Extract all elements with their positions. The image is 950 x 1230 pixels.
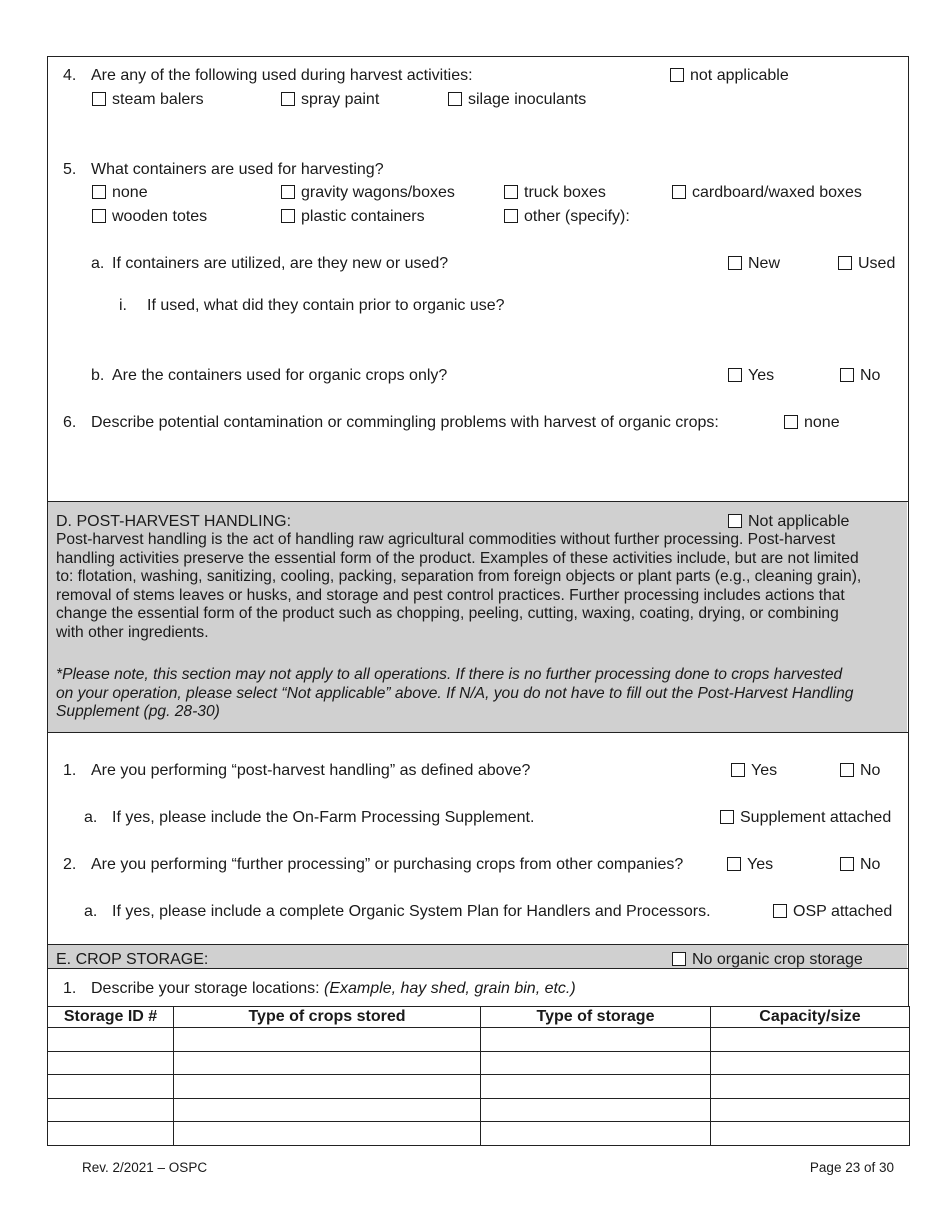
q5-option-gravity-wagons[interactable]: gravity wagons/boxes [281,183,455,202]
table-cell[interactable] [711,1028,910,1052]
q5i-label: i. [119,297,127,314]
table-cell[interactable] [48,1122,174,1146]
table-cell[interactable] [48,1098,174,1122]
d-q2-option-yes[interactable]: Yes [727,855,773,874]
d-q2-number: 2. [63,856,77,873]
q5a-option-new[interactable]: New [728,254,780,273]
column-header-storage-id: Storage ID # [48,1007,174,1028]
note-line: Supplement (pg. 28-30) [56,703,220,721]
checkbox-icon[interactable] [773,904,787,918]
column-header-capacity: Capacity/size [711,1007,910,1028]
table-cell[interactable] [174,1122,481,1146]
table-cell[interactable] [174,1051,481,1075]
checkbox-icon[interactable] [728,514,742,528]
q5-option-wooden-totes[interactable]: wooden totes [92,207,207,226]
d-q2a-osp-attached[interactable]: OSP attached [773,902,892,921]
section-d-description [56,531,901,643]
table-row [48,1075,910,1099]
table-cell[interactable] [48,1075,174,1099]
note-line: *Please note, this section may not apply to all operations. If there is no further processing done to crops harvested [56,666,843,683]
checkbox-icon[interactable] [840,763,854,777]
q5b-option-no[interactable]: No [840,366,880,385]
q5-option-cardboard-boxes[interactable]: cardboard/waxed boxes [672,183,862,202]
footer-revision: Rev. 2/2021 – OSPC [82,1160,208,1175]
q5a-text: If containers are utilized, are they new or used? [112,255,449,272]
q5a-label: a. [91,255,105,272]
checkbox-icon[interactable] [504,185,518,199]
q5b-option-yes[interactable]: Yes [728,366,774,385]
section-d-note [56,666,901,722]
table-row [48,1028,910,1052]
q5a-option-used[interactable]: Used [838,254,895,273]
q5-option-none[interactable]: none [92,183,148,202]
table-cell[interactable] [711,1122,910,1146]
table-cell[interactable] [48,1028,174,1052]
table-cell[interactable] [481,1098,711,1122]
e-q1-number: 1. [63,980,77,997]
column-header-crops-stored: Type of crops stored [174,1007,481,1028]
table-cell[interactable] [711,1098,910,1122]
checkbox-icon[interactable] [728,256,742,270]
q5b-label: b. [91,367,105,384]
checkbox-icon[interactable] [504,209,518,223]
checkbox-icon[interactable] [92,185,106,199]
q4-text: Are any of the following used during harvest activities: [91,67,473,84]
d-q1-option-no[interactable]: No [840,761,880,780]
description-line: handling activities preserve the essential form of the product. Examples of these activities include, but are not limited [56,549,859,567]
d-q2-option-no[interactable]: No [840,855,880,874]
column-header-storage-type: Type of storage [481,1007,711,1028]
q6-number: 6. [63,414,77,431]
table-cell[interactable] [481,1028,711,1052]
q5i-text: If used, what did they contain prior to organic use? [147,297,505,314]
table-cell[interactable] [711,1075,910,1099]
q5-option-other[interactable]: other (specify): [504,207,630,226]
checkbox-icon[interactable] [92,209,106,223]
checkbox-icon[interactable] [448,92,462,106]
q6-option-none[interactable]: none [784,413,840,432]
checkbox-icon[interactable] [670,68,684,82]
d-q2a-label: a. [84,903,98,920]
q4-option-spray-paint[interactable]: spray paint [281,90,379,109]
checkbox-icon[interactable] [840,857,854,871]
section-d-title: D. POST-HARVEST HANDLING: [56,513,292,530]
d-q1a-label: a. [84,809,98,826]
table-row [48,1122,910,1146]
checkbox-icon[interactable] [838,256,852,270]
table-cell[interactable] [711,1051,910,1075]
table-cell[interactable] [48,1051,174,1075]
section-e-title: E. CROP STORAGE: [56,951,209,968]
divider [47,732,909,733]
table-cell[interactable] [174,1098,481,1122]
section-e-no-storage[interactable]: No organic crop storage [672,950,863,969]
q5-number: 5. [63,161,77,178]
table-header-row [48,1007,910,1028]
checkbox-icon[interactable] [840,368,854,382]
top-border [47,56,909,57]
d-q1a-supplement-attached[interactable]: Supplement attached [720,808,891,827]
checkbox-icon[interactable] [784,415,798,429]
checkbox-icon[interactable] [720,810,734,824]
q4-number: 4. [63,67,77,84]
description-line: to: flotation, washing, sanitizing, cooling, packing, separation from foreign objects or plant parts (e.g., cleaning grain), [56,568,862,586]
e-q1-example: (Example, hay shed, grain bin, etc.) [324,980,576,997]
table-cell[interactable] [481,1051,711,1075]
table-cell[interactable] [481,1122,711,1146]
checkbox-icon[interactable] [281,185,295,199]
q4-option-steam-balers[interactable]: steam balers [92,90,204,109]
checkbox-icon[interactable] [672,185,686,199]
q4-option-silage-inoculants[interactable]: silage inoculants [448,90,586,109]
checkbox-icon[interactable] [281,209,295,223]
e-q1-text: Describe your storage locations: (Example, hay shed, grain bin, etc.) [91,980,576,997]
d-q2-text: Are you performing “further processing” or purchasing crops from other companies? [91,856,684,873]
table-row [48,1051,910,1075]
checkbox-icon[interactable] [281,92,295,106]
checkbox-icon[interactable] [727,857,741,871]
note-line: on your operation, please select “Not applicable” above. If N/A, you do not have to fill out the Post-Harvest Handling [56,684,854,702]
footer-page-number: Page 23 of 30 [809,1160,894,1175]
d-q1-option-yes[interactable]: Yes [731,761,777,780]
checkbox-icon[interactable] [672,952,686,966]
q6-text: Describe potential contamination or commingling problems with harvest of organic crops: [91,414,719,431]
d-q1-number: 1. [63,762,77,779]
d-q2a-text: If yes, please include a complete Organic System Plan for Handlers and Processors. [112,903,711,920]
description-line: with other ingredients. [56,623,209,641]
table-cell[interactable] [174,1028,481,1052]
q5-option-plastic-containers[interactable]: plastic containers [281,207,425,226]
d-q1-text: Are you performing “post-harvest handling” as defined above? [91,762,531,779]
table-row [48,1098,910,1122]
checkbox-icon[interactable] [92,92,106,106]
q5-text: What containers are used for harvesting? [91,161,384,178]
q5-option-truck-boxes[interactable]: truck boxes [504,183,606,202]
d-q1a-text: If yes, please include the On-Farm Processing Supplement. [112,809,535,826]
table-cell[interactable] [174,1075,481,1099]
q4-not-applicable[interactable]: not applicable [670,66,789,85]
storage-table [47,1006,910,1146]
description-line: removal of stems leaves or husks, and storage and pest control practices. Further processing includes actions that [56,586,845,604]
section-d-not-applicable[interactable]: Not applicable [728,512,849,531]
divider [47,501,909,502]
table-cell[interactable] [481,1075,711,1099]
description-line: change the essential form of the product such as chopping, peeling, cutting, waxing, coating, drying, or combining [56,605,839,623]
checkbox-icon[interactable] [728,368,742,382]
q5b-text: Are the containers used for organic crops only? [112,367,448,384]
divider [47,944,909,945]
checkbox-icon[interactable] [731,763,745,777]
description-line: Post-harvest handling is the act of handling raw agricultural commodities without further processing. Post-harvest [56,531,836,548]
